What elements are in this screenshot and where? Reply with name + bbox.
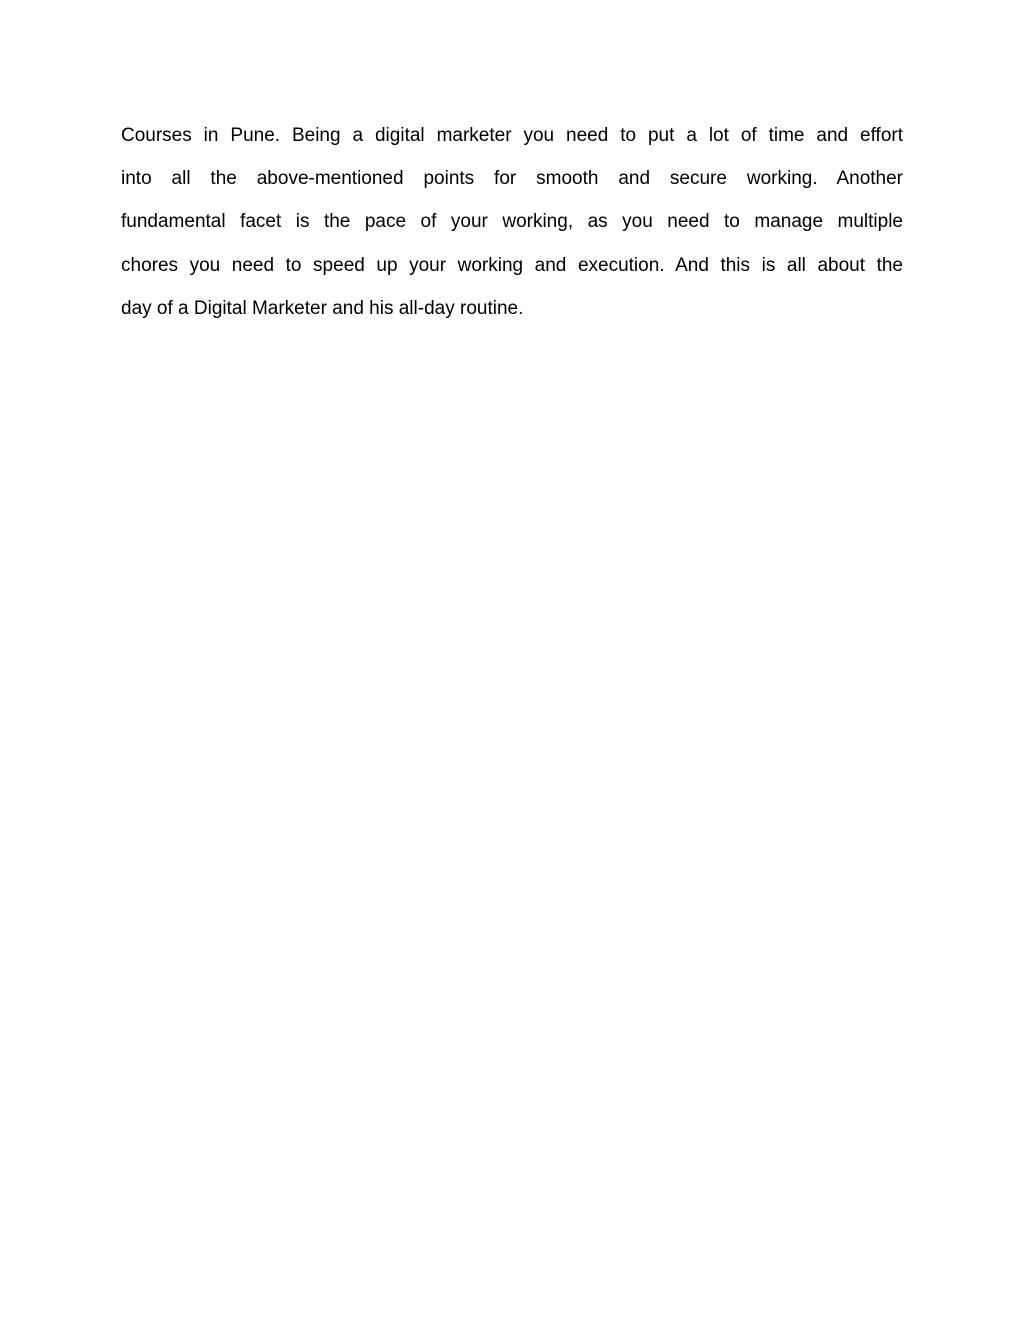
paragraph-line: chores you need to speed up your working and execution. And this is all about the	[121, 254, 903, 276]
body-paragraph	[121, 114, 903, 330]
paragraph-line: day of a Digital Marketer and his all-day routine.	[121, 297, 524, 319]
paragraph-line: fundamental facet is the pace of your working, as you need to manage multiple	[121, 211, 903, 233]
paragraph-line: into all the above-mentioned points for smooth and secure working. Another	[121, 168, 903, 190]
paragraph-line: Courses in Pune. Being a digital marketer you need to put a lot of time and effort	[121, 125, 903, 146]
